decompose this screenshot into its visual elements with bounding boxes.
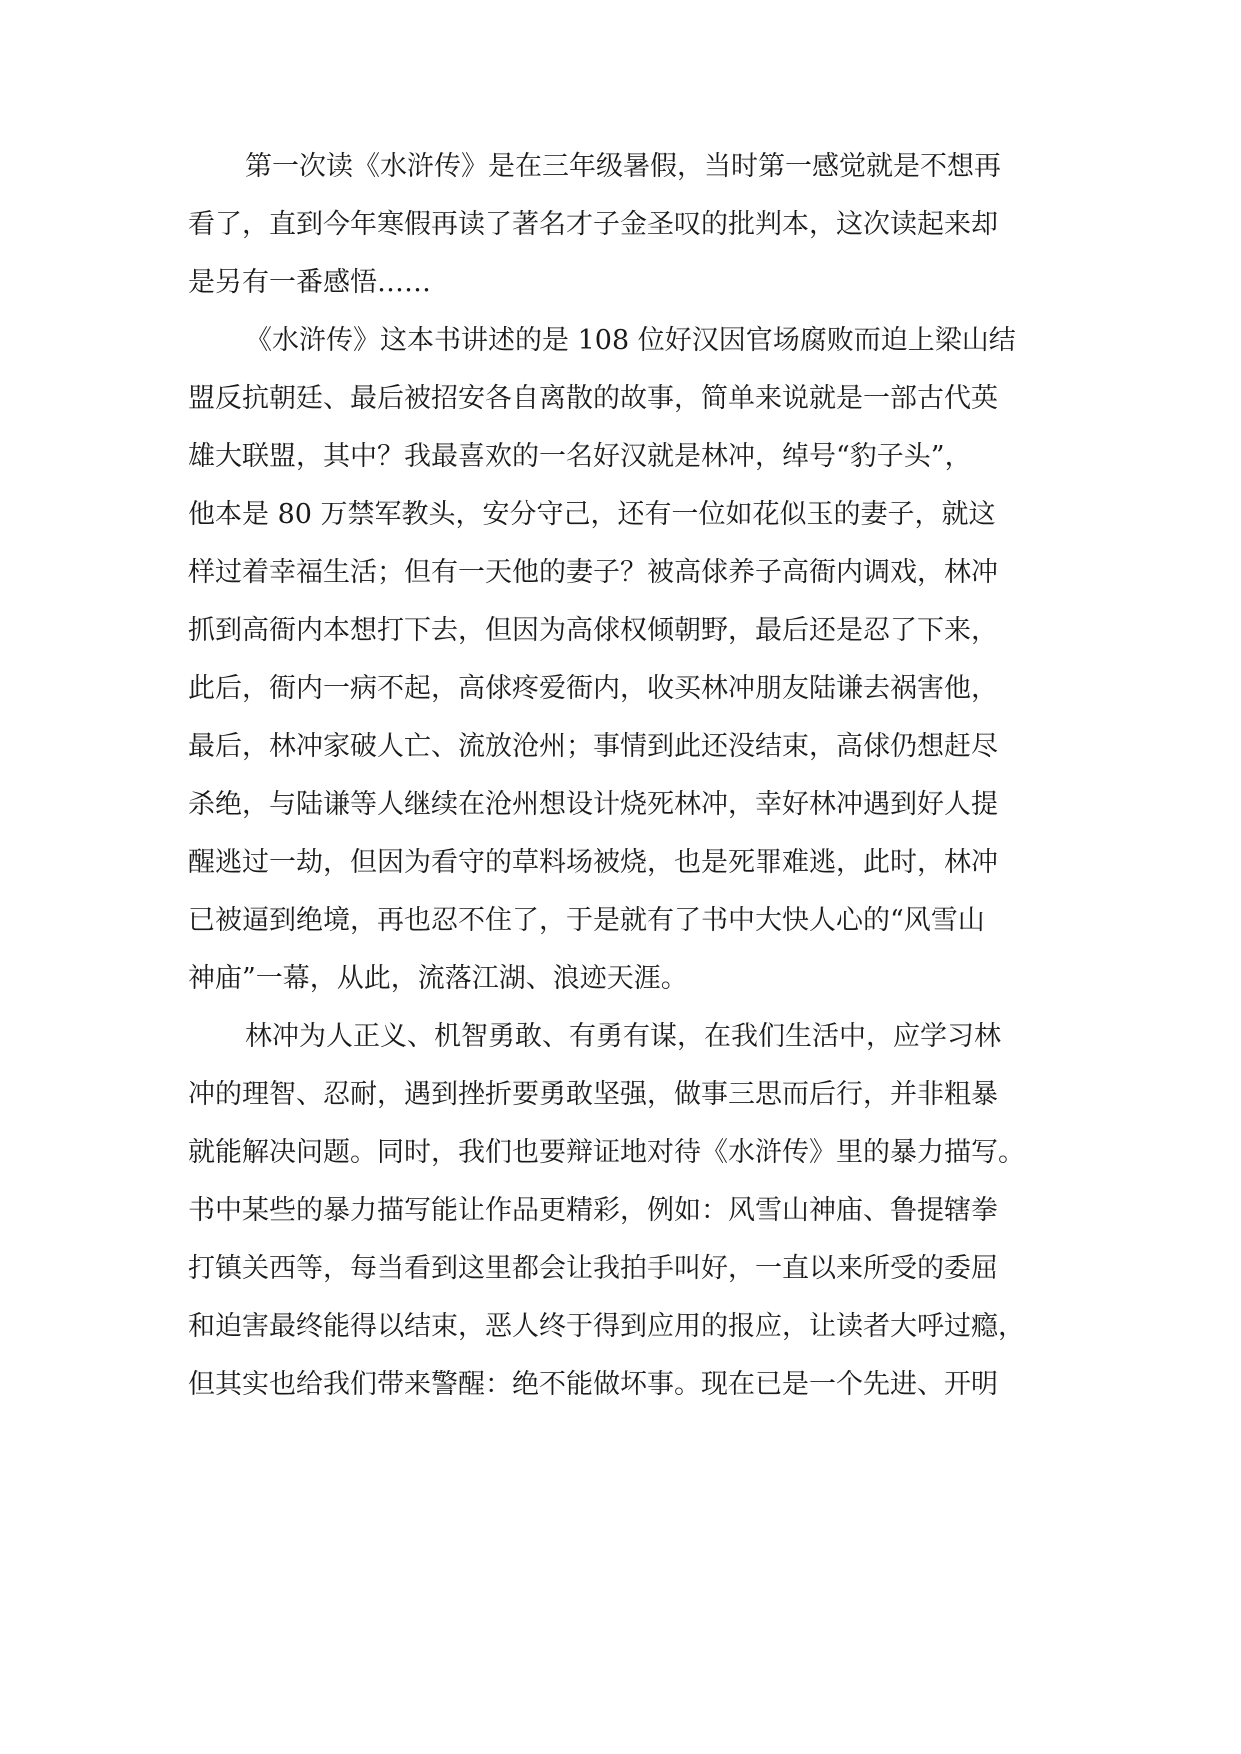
paragraph-3-line-5: 打镇关西等，每当看到这里都会让我拍手叫好，一直以来所受的委屈 [188, 1253, 998, 1284]
paragraph-3-line-7: 但其实也给我们带来警醒：绝不能做坏事。现在已是一个先进、开明 [188, 1369, 998, 1400]
paragraph-2-line-4: 他本是 80 万禁军教头，安分守己，还有一位如花似玉的妻子，就这 [188, 499, 996, 530]
paragraph-1-line-2: 看了，直到今年寒假再读了著名才子金圣叹的批判本，这次读起来却 [188, 209, 998, 240]
paragraph-2-line-1: 《水浒传》这本书讲述的是 108 位好汉因官场腐败而迫上梁山结 [245, 325, 1016, 356]
paragraph-3-line-2: 冲的理智、忍耐，遇到挫折要勇敢坚强，做事三思而后行，并非粗暴 [188, 1079, 998, 1110]
paragraph-2-line-5: 样过着幸福生活；但有一天他的妻子？被高俅养子高衙内调戏，林冲 [188, 557, 998, 588]
paragraph-3-line-6: 和迫害最终能得以结束，恶人终于得到应用的报应，让读者大呼过瘾， [188, 1311, 1025, 1342]
paragraph-3-line-3: 就能解决问题。同时，我们也要辩证地对待《水浒传》里的暴力描写。 [188, 1137, 1025, 1168]
paragraph-2-line-3: 雄大联盟，其中？我最喜欢的一名好汉就是林冲，绰号“豹子头”， [188, 441, 972, 472]
paragraph-2-line-2: 盟反抗朝廷、最后被招安各自离散的故事，简单来说就是一部古代英 [188, 383, 998, 414]
paragraph-1-line-3: 是另有一番感悟…… [188, 267, 431, 298]
paragraph-2-line-11: 已被逼到绝境，再也忍不住了，于是就有了书中大快人心的“风雪山 [188, 905, 985, 936]
paragraph-2-line-6: 抓到高衙内本想打下去，但因为高俅权倾朝野，最后还是忍了下来， [188, 615, 998, 646]
paragraph-1-line-1: 第一次读《水浒传》是在三年级暑假，当时第一感觉就是不想再 [245, 151, 1001, 182]
paragraph-2-line-12: 神庙”一幕，从此，流落江湖、浪迹天涯。 [188, 963, 688, 994]
paragraph-3-line-1: 林冲为人正义、机智勇敢、有勇有谋，在我们生活中，应学习林 [245, 1021, 1001, 1052]
paragraph-2-line-7: 此后，衙内一病不起，高俅疼爱衙内，收买林冲朋友陆谦去祸害他， [188, 673, 998, 704]
paragraph-3-line-4: 书中某些的暴力描写能让作品更精彩，例如：风雪山神庙、鲁提辖拳 [188, 1195, 998, 1226]
paragraph-2-line-8: 最后，林冲家破人亡、流放沧州；事情到此还没结束，高俅仍想赶尽 [188, 731, 998, 762]
paragraph-2-line-10: 醒逃过一劫，但因为看守的草料场被烧，也是死罪难逃，此时，林冲 [188, 847, 998, 878]
paragraph-2-line-9: 杀绝，与陆谦等人继续在沧州想设计烧死林冲，幸好林冲遇到好人提 [188, 789, 998, 820]
